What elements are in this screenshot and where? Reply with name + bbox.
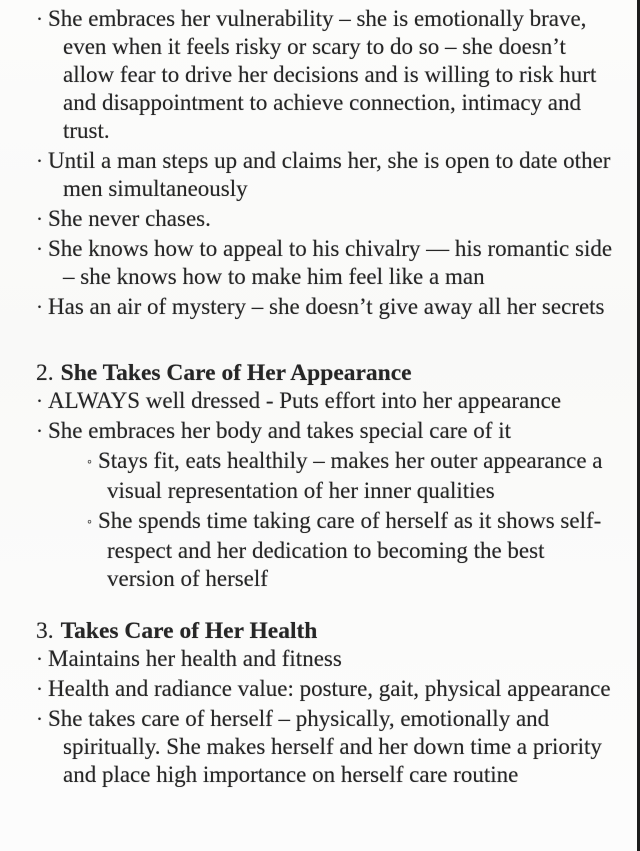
bullet-item bbox=[35, 235, 614, 291]
bullet-item bbox=[35, 645, 614, 673]
sub-bullet-item bbox=[35, 507, 614, 593]
circle-bullet-icon: ◦ bbox=[87, 455, 92, 470]
bullet-item bbox=[35, 675, 614, 703]
sub-bullet-item bbox=[35, 447, 614, 505]
section-title: She Takes Care of Her Appearance bbox=[60, 360, 412, 386]
bullet-text: She knows how to appeal to his chivalry — his romantic side – she knows how to make him feel like a man bbox=[48, 236, 613, 289]
bullet-item bbox=[35, 417, 614, 445]
section-number: 2. bbox=[36, 360, 54, 386]
section-2-heading bbox=[36, 359, 614, 387]
circle-bullet-icon: ◦ bbox=[87, 515, 92, 530]
bullet-text: She spends time taking care of herself as it shows self-respect and her dedication to becoming the best version of herself bbox=[97, 508, 602, 591]
bullet-item bbox=[35, 147, 614, 203]
section-title: Takes Care of Her Health bbox=[60, 618, 318, 644]
bullet-item bbox=[35, 205, 614, 233]
bullet-dot-icon: · bbox=[36, 237, 43, 261]
section-number: 3. bbox=[36, 618, 54, 644]
bullet-text: She embraces her vulnerability – she is emotionally brave, even when it feels risky or scary to do so – she doesn’t allow fear to drive her decisions and is willing to risk hurt and disappointment to achieve connection, intimacy and trust. bbox=[48, 6, 597, 143]
bullet-text: Health and radiance value: posture, gait, physical appearance bbox=[48, 676, 611, 701]
section-feminine-traits bbox=[35, 5, 614, 321]
bullet-text: She embraces her body and takes special care of it bbox=[48, 418, 511, 443]
bullet-item bbox=[35, 387, 614, 415]
bullet-text: She takes care of herself – physically, emotionally and spiritually. She makes herself and her down time a priority and place high importance on herself care routine bbox=[48, 706, 602, 787]
bullet-list bbox=[35, 387, 614, 593]
bullet-dot-icon: · bbox=[36, 389, 43, 413]
bullet-list bbox=[35, 5, 614, 321]
bullet-text: Has an air of mystery – she doesn’t give away all her secrets bbox=[48, 294, 605, 319]
bullet-dot-icon: · bbox=[36, 207, 43, 231]
bullet-item bbox=[35, 293, 614, 321]
bullet-item bbox=[35, 705, 614, 789]
bullet-dot-icon: · bbox=[36, 677, 43, 701]
bullet-text: Until a man steps up and claims her, she is open to date other men simultaneously bbox=[48, 148, 611, 201]
bullet-dot-icon: · bbox=[36, 295, 43, 319]
section-3-heading bbox=[36, 617, 614, 645]
bullet-text: ALWAYS well dressed - Puts effort into her appearance bbox=[48, 388, 562, 413]
bullet-dot-icon: · bbox=[36, 7, 43, 31]
bullet-dot-icon: · bbox=[36, 419, 43, 443]
section-health bbox=[35, 617, 614, 789]
bullet-list bbox=[35, 645, 614, 789]
bullet-item bbox=[35, 5, 614, 145]
bullet-dot-icon: · bbox=[36, 707, 43, 731]
section-appearance bbox=[35, 359, 614, 593]
bullet-text: Maintains her health and fitness bbox=[48, 646, 342, 671]
bullet-dot-icon: · bbox=[36, 647, 43, 671]
bullet-dot-icon: · bbox=[36, 149, 43, 173]
bullet-text: Stays fit, eats healthily – makes her outer appearance a visual representation of her inner qualities bbox=[97, 448, 603, 503]
bullet-text: She never chases. bbox=[48, 206, 211, 231]
